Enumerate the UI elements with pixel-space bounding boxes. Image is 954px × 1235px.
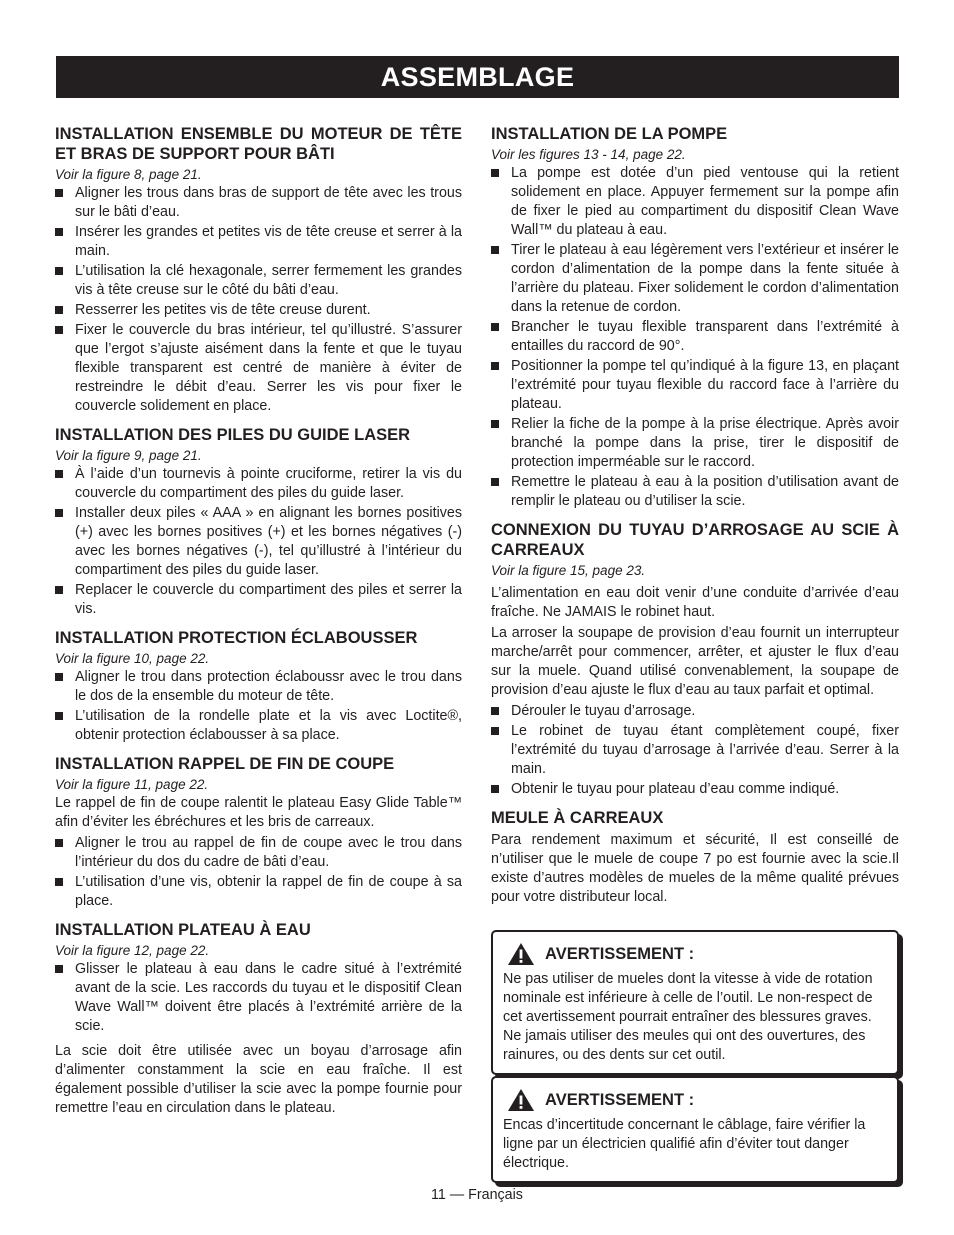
warning-title: AVERTISSEMENT : xyxy=(545,1090,695,1109)
figure-reference: Voir la figure 12, page 22. xyxy=(55,943,210,958)
list-item: La pompe est dotée d’un pied ventouse qui la retient solidement en place. Appuyer fermement sur la pompe afin de fixer le pied au compartiment du dispositif Clean Wave Wall™ du plateau à eau. xyxy=(491,164,899,240)
square-bullet-icon xyxy=(491,478,499,486)
figure-reference: Voir la figure 8, page 21. xyxy=(55,167,202,182)
warning-box xyxy=(491,930,899,1075)
list-item: Dérouler le tuyau d’arrosage. xyxy=(491,702,899,721)
section-rappel-fin-coupe xyxy=(55,754,462,911)
section-heading: INSTALLATION DES PILES DU GUIDE LASER xyxy=(55,426,411,444)
list-item: Resserrer les petites vis de tête creuse durent. xyxy=(55,301,462,320)
figure-reference: Voir les figures 13 - 14, page 22. xyxy=(491,147,686,162)
list-item: L’utilisation la clé hexagonale, serrer fermement les grandes vis à tête creuse sur le côté du bâti d’eau. xyxy=(55,262,462,300)
section-heading: INSTALLATION PLATEAU À EAU xyxy=(55,921,311,939)
square-bullet-icon xyxy=(55,673,63,681)
right-column xyxy=(491,124,899,916)
list-item: À l’aide d’un tournevis à pointe cruciforme, retirer la vis du couvercle du compartiment des piles du guide laser. xyxy=(55,465,462,503)
square-bullet-icon xyxy=(55,306,63,314)
section-heading: MEULE À CARREAUX xyxy=(491,809,664,827)
warning-triangle-icon xyxy=(507,942,535,966)
page-title: ASSEMBLAGE xyxy=(380,62,575,92)
square-bullet-icon xyxy=(55,509,63,517)
section-moteur-tete xyxy=(55,124,462,416)
list-item: Obtenir le tuyau pour plateau d’eau comme indiqué. xyxy=(491,780,899,799)
page-title-banner xyxy=(56,56,899,98)
warning-title: AVERTISSEMENT : xyxy=(545,944,695,963)
square-bullet-icon xyxy=(491,420,499,428)
square-bullet-icon xyxy=(491,785,499,793)
square-bullet-icon xyxy=(55,470,63,478)
section-heading: INSTALLATION PROTECTION ÉCLABOUSSER xyxy=(55,629,418,647)
warning-text: Encas d’incertitude concernant le câblage, faire vérifier la ligne par un électricien qualifié afin d’éviter tout danger électrique. xyxy=(503,1117,866,1171)
figure-reference: Voir la figure 10, page 22. xyxy=(55,651,210,666)
square-bullet-icon xyxy=(491,727,499,735)
paragraph: L’alimentation en eau doit venir d’une conduite d’arrivée d’eau fraîche. Ne JAMAIS le robinet haut. xyxy=(491,585,899,620)
square-bullet-icon xyxy=(55,965,63,973)
paragraph: La scie doit être utilisée avec un boyau d’arrosage afin d’alimenter constamment la scie en eau fraîche. Il est également possible d’utiliser la scie avec la pompe fournie pour remettre l’eau en circulation dans le plateau. xyxy=(55,1043,462,1116)
list-item: Le robinet de tuyau étant complètement coupé, fixer l’extrémité du tuyau d’arrosage à l’arrivée d’eau. Serrer à la main. xyxy=(491,722,899,779)
bullet-list xyxy=(55,834,462,911)
section-piles-laser xyxy=(55,425,462,619)
list-item: Remettre le plateau à eau à la position d’utilisation avant de remplir le plateau ou d’utiliser la scie. xyxy=(491,473,899,511)
list-item: Aligner le trou au rappel de fin de coupe avec le trou dans l’intérieur du dos du cadre de bâti d’eau. xyxy=(55,834,462,872)
list-item: Positionner la pompe tel qu’indiqué à la figure 13, en plaçant l’extrémité pour tuyau flexible du raccord face à l’arrière du plateau. xyxy=(491,357,899,414)
bullet-list xyxy=(55,184,462,416)
square-bullet-icon xyxy=(55,586,63,594)
list-item: L’utilisation de la rondelle plate et la vis avec Loctite®, obtenir protection éclabousser à sa place. xyxy=(55,707,462,745)
square-bullet-icon xyxy=(55,878,63,886)
square-bullet-icon xyxy=(55,712,63,720)
list-item: L’utilisation d’une vis, obtenir la rappel de fin de coupe à sa place. xyxy=(55,873,462,911)
warning-box xyxy=(491,1076,899,1183)
section-meule xyxy=(491,808,899,907)
bullet-list xyxy=(491,702,899,799)
figure-reference: Voir la figure 11, page 22. xyxy=(55,777,209,792)
bullet-list xyxy=(55,668,462,745)
page-footer: 11 — Français xyxy=(431,1187,523,1203)
list-item: Aligner les trous dans bras de support de tête avec les trous sur le bâti d’eau. xyxy=(55,184,462,222)
bullet-list xyxy=(55,465,462,619)
list-item: Installer deux piles « AAA » en alignant les bornes positives (+) avec les bornes positives (+) et les bornes négatives (-) avec les bornes négatives (-), tel qu’illustré à l’intérieur du compartiment des piles du guide laser. xyxy=(55,504,462,580)
bullet-list xyxy=(491,164,899,511)
list-item: Tirer le plateau à eau légèrement vers l’extérieur et insérer le cordon d’alimentation de la pompe dans la fente située à l’arrière du plateau. Fixer solidement le cordon d’alimentation dans la retenue de cordon. xyxy=(491,241,899,317)
section-heading: INSTALLATION ENSEMBLE DU MOTEUR DE TÊTE ET BRAS DE SUPPORT POUR BÂTI xyxy=(55,125,462,163)
section-heading: CONNEXION DU TUYAU D’ARROSAGE AU SCIE À CARREAUX xyxy=(491,521,899,559)
list-item: Relier la fiche de la pompe à la prise électrique. Après avoir branché la pompe dans la prise, tirer le dispositif de protection imperméable sur le raccord. xyxy=(491,415,899,472)
warning-triangle-icon xyxy=(507,1088,535,1112)
square-bullet-icon xyxy=(55,267,63,275)
square-bullet-icon xyxy=(55,189,63,197)
paragraph: La arroser la soupape de provision d’eau fournit un interrupteur marche/arrêt pour commencer, arrêter, et ajuster le flux d’eau sur la muele. Quand utilisé convenablement, la soupape de provision d’eau ajuste le flux d’eau au taux parfait et optimal. xyxy=(491,625,899,698)
bullet-list xyxy=(55,960,462,1036)
figure-reference: Voir la figure 15, page 23. xyxy=(491,563,646,578)
square-bullet-icon xyxy=(55,228,63,236)
list-item: Fixer le couvercle du bras intérieur, tel qu’illustré. S’assurer que l’ergot s’ajuste aisément dans la fente et que le tuyau flexible transparent est centré de manière à éviter de restreindre le débit d’eau. Serrer les vis pour fixer le couvercle solidement en place. xyxy=(55,321,462,416)
square-bullet-icon xyxy=(55,326,63,334)
warning-header xyxy=(503,942,887,966)
paragraph: Le rappel de fin de coupe ralentit le plateau Easy Glide Table™ afin d’éviter les ébréchures et les bris de carreaux. xyxy=(55,795,462,830)
section-heading: INSTALLATION RAPPEL DE FIN DE COUPE xyxy=(55,755,395,773)
square-bullet-icon xyxy=(491,246,499,254)
list-item: Brancher le tuyau flexible transparent dans l’extrémité à entailles du raccord de 90°. xyxy=(491,318,899,356)
paragraph: Para rendement maximum et sécurité, Il est conseillé de n’utiliser que le muele de coupe 7 po est fournie avec la scie.Il existe d’autres modèles de mueles de la même qualité prévues pour votre distributeur local. xyxy=(491,832,899,905)
square-bullet-icon xyxy=(491,362,499,370)
warning-header xyxy=(503,1088,887,1112)
list-item: Aligner le trou dans protection éclaboussr avec le trou dans le dos de la ensemble du moteur de tête. xyxy=(55,668,462,706)
square-bullet-icon xyxy=(55,839,63,847)
warning-text: Ne pas utiliser de mueles dont la vitesse à vide de rotation nominale est inférieure à celle de l’outil. Le non-respect de cet avertissement pourrait entraîner des blessures graves. Ne jamais utiliser des meules qui ont des ouvertures, des rainures, ou des dents sur cet outil. xyxy=(503,971,873,1063)
section-pompe xyxy=(491,124,899,511)
section-plateau-eau xyxy=(55,920,462,1118)
square-bullet-icon xyxy=(491,323,499,331)
square-bullet-icon xyxy=(491,169,499,177)
figure-reference: Voir la figure 9, page 21. xyxy=(55,448,202,463)
section-tuyau-arrosage xyxy=(491,520,899,799)
list-item: Glisser le plateau à eau dans le cadre situé à l’extrémité avant de la scie. Les raccords du tuyau et le dispositif Clean Wave Wall™ doivent être placés à l’extrémité arrière de la scie. xyxy=(55,960,462,1036)
section-heading: INSTALLATION DE LA POMPE xyxy=(491,125,728,143)
section-protection-eclabousser xyxy=(55,628,462,745)
square-bullet-icon xyxy=(491,707,499,715)
left-column xyxy=(55,124,462,1127)
list-item: Replacer le couvercle du compartiment des piles et serrer la vis. xyxy=(55,581,462,619)
list-item: Insérer les grandes et petites vis de tête creuse et serrer à la main. xyxy=(55,223,462,261)
